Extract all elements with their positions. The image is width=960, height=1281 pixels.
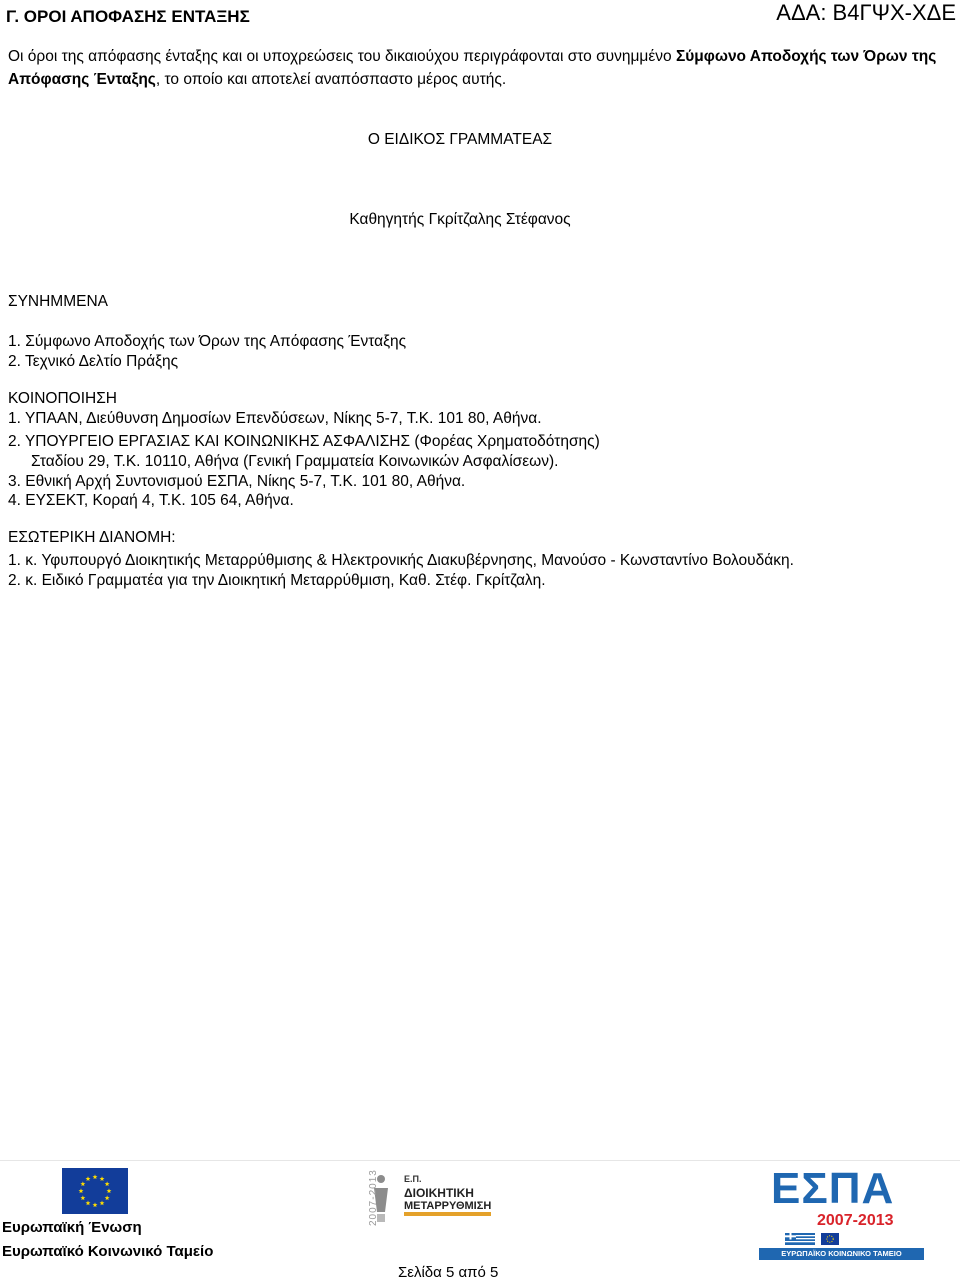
- notification-item-continued: Σταδίου 29, Τ.Κ. 10110, Αθήνα (Γενική Γραμματεία Κοινωνικών Ασφαλίσεων).: [31, 453, 559, 470]
- op-title-line1: ΔΙΟΙΚΗΤΙΚΗ: [404, 1186, 474, 1200]
- espa-tagline: ΕΥΡΩΠΑΪΚΟ ΚΟΙΝΩΝΙΚΟ ΤΑΜΕΙΟ: [759, 1248, 924, 1260]
- signatory-name: Καθηγητής Γκρίτζαλης Στέφανος: [349, 211, 571, 228]
- notification-item: 3. Εθνική Αρχή Συντονισμού ΕΣΠΑ, Νίκης 5-7, Τ.Κ. 101 80, Αθήνα.: [8, 473, 466, 490]
- op-years: 2007-2013: [368, 1169, 379, 1226]
- internal-distribution-heading: ΕΣΩΤΕΡΙΚΗ ΔΙΑΝΟΜΗ:: [8, 529, 176, 546]
- espa-wordmark: ΕΣΠΑ: [771, 1164, 895, 1213]
- terms-text-1: Οι όροι της απόφασης ένταξης και οι υποχρεώσεις του δικαιούχου περιγράφονται στο συνημμένο: [8, 48, 676, 65]
- notification-heading: ΚΟΙΝΟΠΟΙΗΣΗ: [8, 390, 117, 407]
- footer-divider: [0, 1160, 960, 1161]
- eu-flag-logo: [62, 1168, 128, 1219]
- attachment-item: 2. Τεχνικό Δελτίο Πράξης: [8, 353, 179, 370]
- attachment-item: 1. Σύμφωνο Αποδοχής των Όρων της Απόφασης Ένταξης: [8, 333, 407, 350]
- section-title: Γ. ΟΡΟΙ ΑΠΟΦΑΣΗΣ ΕΝΤΑΞΗΣ: [6, 7, 250, 26]
- greek-flag-icon: [785, 1232, 815, 1244]
- notification-item: 2. ΥΠΟΥΡΓΕΙΟ ΕΡΓΑΣΙΑΣ ΚΑΙ ΚΟΙΝΩΝΙΚΗΣ ΑΣΦΑΛΙΣΗΣ (Φορέας Χρηματοδότησης): [8, 433, 600, 450]
- op-administrative-reform-logo: [370, 1166, 510, 1254]
- page-number: Σελίδα 5 από 5: [398, 1264, 499, 1281]
- terms-agreement-title: Σύμφωνο Αποδοχής των Όρων της Απόφασης Ένταξης: [8, 48, 937, 88]
- ada-code: ΑΔΑ: Β4ΓΨΧ-ΧΔΕ: [776, 0, 956, 25]
- signatory-role: Ο ΕΙΔΙΚΟΣ ΓΡΑΜΜΑΤΕΑΣ: [367, 131, 553, 148]
- espa-years: 2007-2013: [817, 1212, 894, 1229]
- internal-distribution-item: 2. κ. Ειδικό Γραμματέα για την Διοικητική Μεταρρύθμιση, Καθ. Στέφ. Γκρίτζαλη.: [8, 572, 546, 589]
- notification-item: 1. ΥΠΑΑΝ, Διεύθυνση Δημοσίων Επενδύσεων, Νίκης 5-7, Τ.Κ. 101 80, Αθήνα.: [8, 410, 542, 427]
- op-ep-label: Ε.Π.: [404, 1174, 422, 1184]
- terms-paragraph: [8, 45, 953, 91]
- eu-label: Ευρωπαϊκή Ένωση: [2, 1219, 142, 1236]
- internal-distribution-item: 1. κ. Υφυπουργό Διοικητικής Μεταρρύθμισης & Ηλεκτρονικής Διακυβέρνησης, Μανούσο - Κωνσταντίνο Βολουδάκη.: [8, 552, 794, 569]
- eu-mini-flag-icon: [821, 1232, 839, 1244]
- esf-label: Ευρωπαϊκό Κοινωνικό Ταμείο: [2, 1243, 214, 1260]
- terms-text-2: , το οποίο και αποτελεί αναπόσπαστο μέρος αυτής.: [155, 71, 507, 88]
- espa-logo: [769, 1166, 919, 1266]
- attachments-heading: ΣΥΝΗΜΜΕΝΑ: [8, 293, 109, 310]
- op-title-line2: ΜΕΤΑΡΡΥΘΜΙΣΗ: [404, 1200, 491, 1216]
- notification-item: 4. ΕΥΣΕΚΤ, Κοραή 4, Τ.Κ. 105 64, Αθήνα.: [8, 492, 294, 509]
